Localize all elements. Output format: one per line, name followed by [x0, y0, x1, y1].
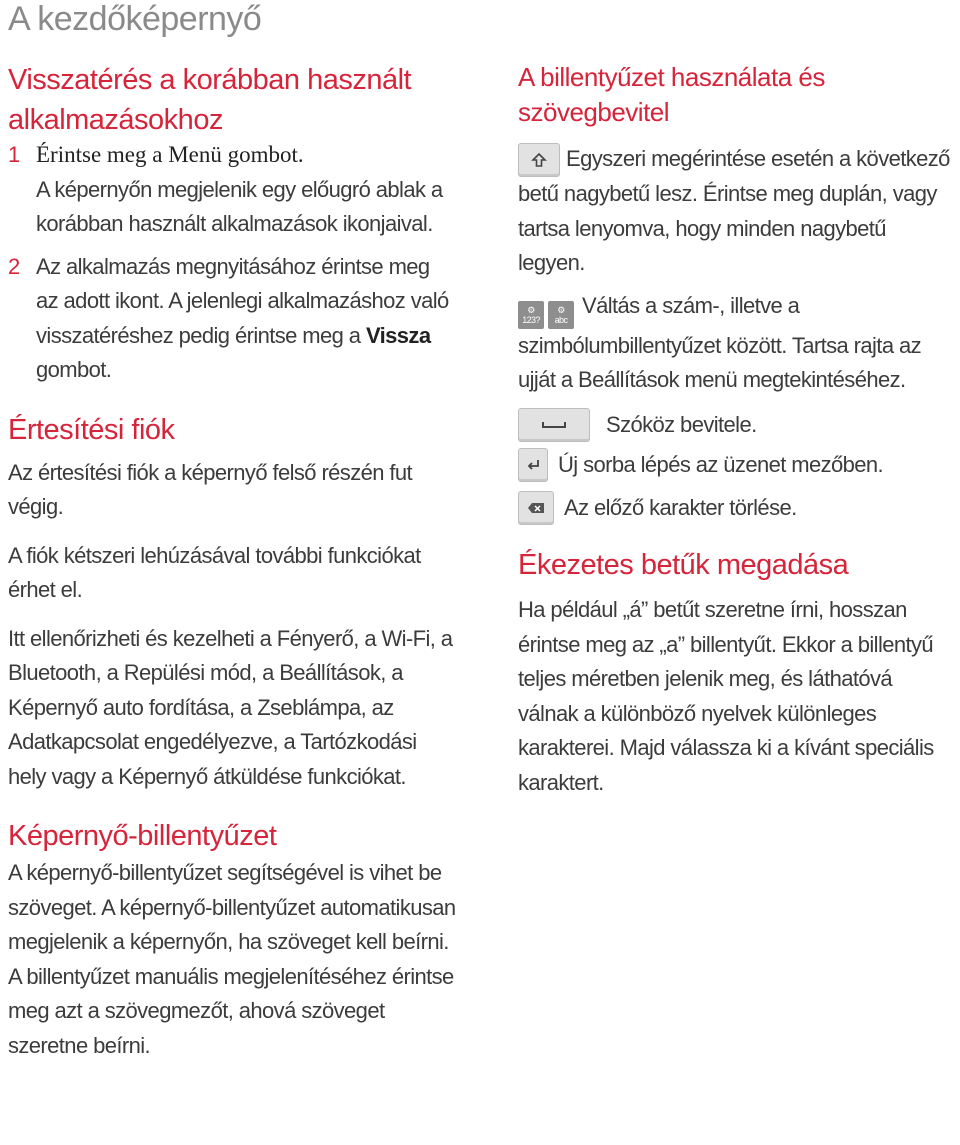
recent-apps-heading [8, 60, 478, 140]
recent-apps-heading-line1: Visszatérés a korábban használt [8, 64, 412, 96]
abc-gear-icon: ⚙ [557, 304, 565, 315]
onscreen-keyboard-heading: Képernyő-billentyűzet [8, 820, 277, 852]
space-key-text: Szóköz bevitele. [606, 411, 757, 437]
step-1-detail: A képernyőn megjelenik egy előugró ablak a korábban használt alkalmazások ikonjaival. [36, 176, 443, 236]
enter-key-text: Új sorba lépés az üzenet mezőben. [558, 452, 884, 478]
symbols-key-text: Váltás a szám-, illetve a szimbólumbillentyűzet között. Tartsa rajta az ujját a Beállítások menü megtekintéséhez. [518, 292, 921, 393]
step-1-text: Érintse meg a Menü gombot. [36, 142, 304, 167]
step-2-text-a: Az alkalmazás megnyitásához érintse meg az adott ikont. A jelenlegi alkalmazáshoz való visszatéréshez pedig érintse meg a [36, 253, 449, 348]
notification-para-2: A fiók kétszeri lehúzásával további funkciókat érhet el. [8, 542, 421, 602]
symbols-gear-icon: ⚙ [527, 304, 535, 315]
notification-para-3: Itt ellenőrizheti és kezelheti a Fényerő, a Wi-Fi, a Bluetooth, a Repülési mód, a Beállítások, a Képernyő auto fordítása, a Zseblámpa, az Adatkapcsolat engedélyezve, a Tartózkodási hely vagy a Képernyő átküldése funkciókat. [8, 625, 453, 789]
keyboard-usage-heading [518, 60, 958, 130]
step-2-text-b: gombot. [36, 357, 112, 382]
symbols-key-description [518, 289, 958, 398]
delete-key-icon [518, 491, 554, 525]
step-2-text [36, 250, 451, 388]
shift-key-text: Egyszeri megérintése esetén a következő betű nagybetű lesz. Érintse meg duplán, vagy tartsa lenyomva, hogy minden nagybetű legyen. [518, 146, 950, 276]
step-1 [8, 138, 478, 242]
enter-key-description [518, 448, 958, 483]
symbols-key-icon [518, 301, 544, 329]
back-button-label: Vissza [365, 322, 431, 348]
symbols-key-label: 123? [522, 314, 540, 325]
left-column [8, 60, 478, 1063]
accented-letters-heading: Ékezetes betűk megadása [518, 549, 849, 582]
step-2-number: 2 [8, 253, 21, 279]
notification-para-1: Az értesítési fiók a képernyő felső részén fut végig. [8, 459, 413, 519]
delete-key-text: Az előző karakter törlése. [564, 494, 797, 520]
onscreen-keyboard-para: A képernyő-billentyűzet segítségével is vihet be szöveget. A képernyő-billentyűzet automatikusan megjelenik a képernyőn, ha szöveget kell beírni. A billentyűzet manuális megjelenítéséhez érintse meg azt a szövegmezőt, ahová szöveget szeretne beírni. [8, 860, 456, 1058]
abc-key-icon [548, 301, 574, 329]
shift-key-icon [518, 143, 560, 177]
shift-key-description [518, 142, 958, 281]
space-key-description [518, 408, 958, 443]
space-key-icon [518, 408, 590, 442]
enter-key-icon [518, 448, 548, 482]
right-column [518, 60, 958, 800]
page-title: A kezdőképernyő [8, 0, 262, 38]
keyboard-usage-heading-line2: szövegbevitel [518, 97, 670, 127]
step-1-number: 1 [8, 142, 21, 167]
step-2 [8, 250, 478, 388]
accented-letters-para: Ha például „á” betűt szeretne írni, hosszan érintse meg az „a” billentyűt. Ekkor a billentyű teljes méretben jelenik meg, és láthatóvá válnak a különböző nyelvek különleges karakterei. Majd válassza ki a kívánt speciális karaktert. [518, 597, 934, 795]
abc-key-label: abc [554, 314, 568, 325]
recent-apps-heading-line2: alkalmazásokhoz [8, 104, 223, 136]
notification-drawer-heading: Értesítési fiók [8, 413, 175, 446]
keyboard-usage-heading-line1: A billentyűzet használata és [518, 62, 825, 92]
delete-key-description [518, 491, 958, 526]
